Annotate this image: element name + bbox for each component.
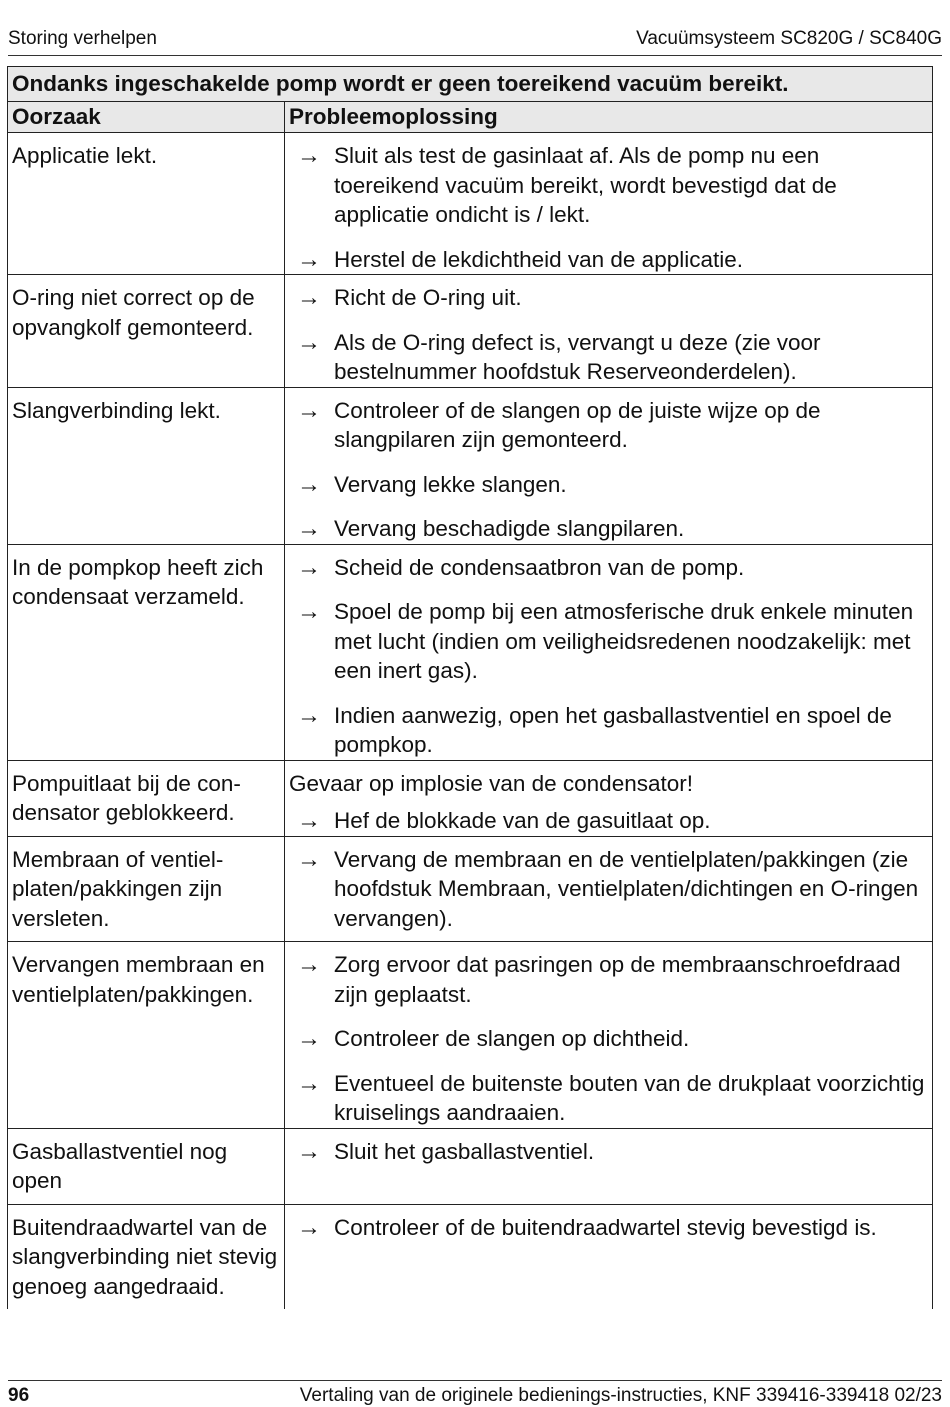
solution-cell: [285, 760, 933, 836]
cause-cell: [8, 760, 285, 836]
footer-reference: Vertaling van de originele bedienings-instructies, KNF 339416-339418 02/23: [299, 1385, 942, 1406]
solution-item: [289, 1213, 928, 1243]
cause-cell: [8, 544, 285, 760]
table-body: [8, 133, 933, 1310]
solution-text: Vervang beschadigde slangpilaren.: [334, 516, 685, 541]
header-product-name: Vacuümsysteem SC820G / SC840G: [636, 28, 942, 49]
page-number: 96: [8, 1385, 30, 1406]
solution-item: [289, 1024, 928, 1054]
cause-cell: [8, 133, 285, 275]
header-section-title: Storing verhelpen: [8, 28, 157, 49]
cause-text: Buitendraadwartel van de slangverbinding niet stevig genoeg aangedraaid.: [12, 1214, 278, 1299]
solution-item: [289, 1137, 928, 1167]
arrow-right-icon: →: [297, 553, 321, 581]
arrow-right-icon: →: [297, 701, 321, 729]
arrow-right-icon: →: [297, 284, 321, 311]
solution-text: Vervang de membraan en de ventielplaten/pakkingen (zie hoofdstuk Membraan, ventielplaten/dichtingen en O-ringen vervangen).: [334, 846, 919, 931]
solution-item: [289, 245, 928, 275]
solution-text: Controleer de slangen op dichtheid.: [334, 1026, 690, 1051]
warning-note: Gevaar op implosie van de condensator!: [289, 770, 693, 796]
solution-text: Vervang lekke slangen.: [334, 471, 567, 497]
solution-cell: [285, 942, 933, 1129]
solution-cell: [285, 1128, 933, 1204]
cause-text: O-ring niet correct op de opvangkolf gemonteerd.: [12, 285, 255, 340]
cause-cell: [8, 387, 285, 544]
table-title: Ondanks ingeschakelde pomp wordt er geen toereikend vacuüm bereikt.: [8, 67, 933, 102]
cause-cell: [8, 1204, 285, 1309]
solution-text: Zorg ervoor dat pasringen op de membraanschroefdraad zijn geplaatst.: [334, 952, 901, 1007]
arrow-right-icon: →: [297, 807, 321, 834]
solution-text: Spoel de pomp bij een atmosferische druk enkele minuten met lucht (indien om veiligheidsredenen noodzakelijk: met een inert gas).: [334, 599, 914, 683]
solution-item: [289, 283, 928, 313]
solution-item: [289, 845, 928, 934]
table-title-row: [8, 67, 933, 102]
solution-text: Indien aanwezig, open het gasballastventiel en spoel de pompkop.: [334, 702, 892, 757]
solution-text: Scheid de condensaatbron van de pomp.: [334, 554, 745, 580]
solution-item: [289, 701, 928, 760]
arrow-right-icon: →: [297, 142, 321, 169]
table-row: [8, 544, 933, 760]
cause-text: Gasballastventiel nog open: [12, 1138, 228, 1193]
solution-text: Controleer of de buitendraadwartel stevig bevestigd is.: [334, 1214, 877, 1240]
solution-text: Sluit het gasballastventiel.: [334, 1138, 595, 1164]
arrow-right-icon: →: [297, 1069, 321, 1097]
solution-cell: [285, 1204, 933, 1309]
solution-text: Sluit als test de gasinlaat af. Als de pomp nu een toereikend vacuüm bereikt, wordt bevestigd dat de applicatie ondicht is / lekt.: [334, 143, 837, 227]
arrow-right-icon: →: [297, 470, 321, 498]
page-footer: [8, 1380, 942, 1407]
table-header-row: [8, 101, 933, 133]
solution-text: Richt de O-ring uit.: [334, 285, 522, 310]
cause-cell: [8, 275, 285, 388]
cause-text: Applicatie lekt.: [12, 143, 158, 168]
table-row: [8, 760, 933, 836]
solution-item: [289, 806, 928, 836]
solution-item: [289, 1069, 928, 1128]
table-row: [8, 1128, 933, 1204]
cause-text: Membraan of ventielplaten/pakkingen zijn versleten.: [12, 846, 224, 931]
table-row: [8, 836, 933, 942]
solution-cell: [285, 387, 933, 544]
solution-cell: [285, 836, 933, 942]
solution-text: Eventueel de buitenste bouten van de drukplaat voorzichtig kruiselings aandraaien.: [334, 1070, 925, 1125]
solution-item: [289, 950, 928, 1009]
cause-text: Vervangen membraan en ventielplaten/pakkingen.: [12, 952, 265, 1007]
arrow-right-icon: →: [297, 396, 321, 424]
cause-text: In de pompkop heeft zich condensaat verzameld.: [12, 554, 264, 609]
arrow-right-icon: →: [297, 515, 321, 542]
cause-text: Pompuitlaat bij de condensator geblokkeerd.: [12, 770, 241, 825]
solution-item: [289, 597, 928, 686]
arrow-right-icon: →: [297, 1137, 321, 1165]
table-row: [8, 942, 933, 1129]
arrow-right-icon: →: [297, 1025, 321, 1052]
solution-cell: [285, 544, 933, 760]
solution-cell: [285, 275, 933, 388]
cause-cell: [8, 836, 285, 942]
troubleshooting-table: [7, 66, 933, 1309]
table-row: [8, 133, 933, 275]
arrow-right-icon: →: [297, 845, 321, 873]
solution-cell: [285, 133, 933, 275]
solution-text: Hef de blokkade van de gasuitlaat op.: [334, 808, 711, 833]
table-row: [8, 275, 933, 388]
solution-item: [289, 514, 928, 544]
solution-item: [289, 553, 928, 583]
cause-cell: [8, 1128, 285, 1204]
solution-text: Herstel de lekdichtheid van de applicatie.: [334, 246, 743, 272]
solution-item: [289, 470, 928, 500]
arrow-right-icon: →: [297, 328, 321, 356]
table-row: [8, 1204, 933, 1309]
solution-item: [289, 328, 928, 387]
arrow-right-icon: →: [297, 1213, 321, 1241]
arrow-right-icon: →: [297, 598, 321, 625]
solution-text: Controleer of de slangen op de juiste wijze op de slangpilaren zijn gemonteerd.: [334, 397, 821, 452]
arrow-right-icon: →: [297, 951, 321, 978]
cause-text: Slangverbinding lekt.: [12, 397, 221, 423]
solution-text: Als de O-ring defect is, vervangt u deze (zie voor bestelnummer hoofdstuk Reserveonderdelen).: [334, 329, 821, 384]
arrow-right-icon: →: [297, 245, 321, 273]
column-header-solution: Probleemoplossing: [285, 101, 933, 133]
solution-item: [289, 396, 928, 455]
solution-item: [289, 141, 928, 230]
table-row: [8, 387, 933, 544]
cause-cell: [8, 942, 285, 1129]
column-header-cause: Oorzaak: [8, 101, 285, 133]
page-header: [8, 28, 942, 56]
